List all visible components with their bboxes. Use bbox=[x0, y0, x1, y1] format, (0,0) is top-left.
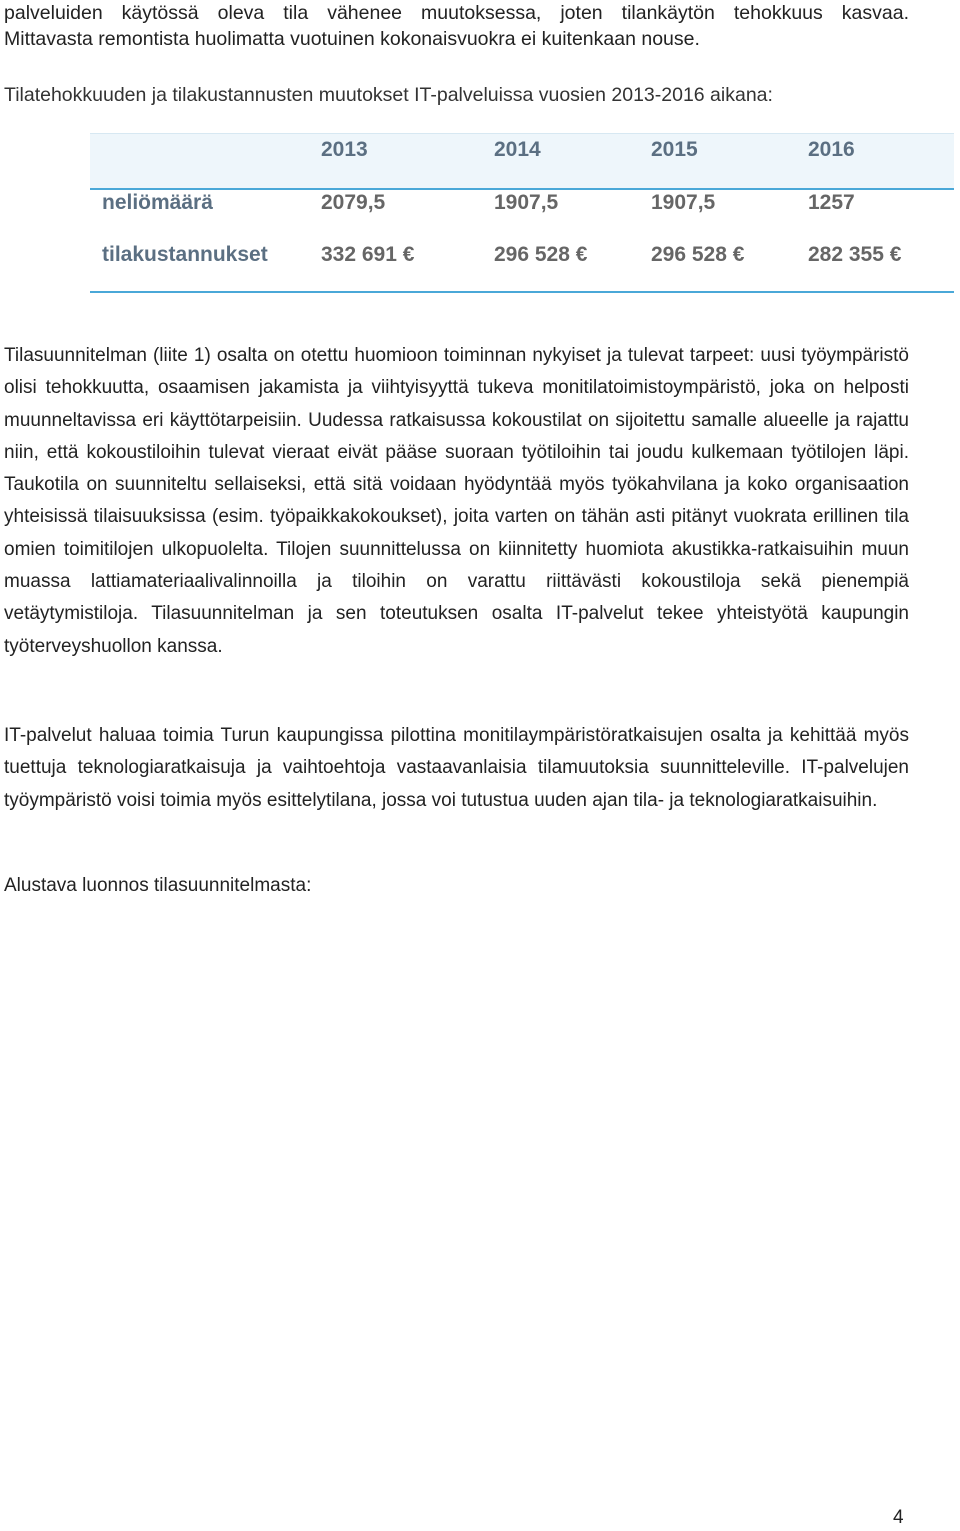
year-header: 2013 bbox=[321, 138, 368, 161]
table-cell: 2079,5 bbox=[321, 191, 386, 214]
table-caption: Tilatehokkuuden ja tilakustannusten muutokset IT-palveluissa vuosien 2013-2016 aikana: bbox=[4, 84, 773, 106]
table-cell: 332 691 € bbox=[321, 243, 415, 266]
table-cell: 296 528 € bbox=[494, 243, 588, 266]
table-cell: 282 355 € bbox=[808, 243, 902, 266]
table-cell: 1907,5 bbox=[494, 191, 559, 214]
paragraph-space-plan: Tilasuunnitelman (liite 1) osalta on otettu huomioon toiminnan nykyiset ja tulevat tarpeet: uusi työympäristö olisi tehokkuutta, osaamisen jakamista ja viihtyisyyttä tukeva monitilatoimistoympäristö, joka on helposti muunneltavissa eri käyttötarpeisiin. Uudessa ratkaisussa kokoustilat on sijoitettu samalle alueelle ja rajattu niin, että kokoustiloihin tulevat vieraat eivät pääse suoraan työtiloihin tai joudu kulkemaan työtilojen läpi. Taukotila on suunniteltu sellaiseksi, että sitä voidaan hyödyntää myös työkahvilana ja koko organisaation yhteisissä tilaisuuksissa (esim. työpaikkakokoukset), joita varten on tähän asti pitänyt vuokrata erillinen tila omien toimitilojen ulkopuolelta. Tilojen suunnittelussa on kiinnitetty huomiota akustikka-ratkaisuihin muun muassa lattiamateriaalivalinnoilla ja tiloihin on varattu riittävästi kokoustiloja sekä pienempiä vetäytymistiloja. Tilasuunnitelman ja sen toteutuksen osalta IT-palvelut tekee yhteistyötä kaupungin työterveyshuollon kanssa. bbox=[4, 345, 909, 657]
year-header: 2016 bbox=[808, 138, 855, 161]
table-cell: 296 528 € bbox=[651, 243, 745, 266]
row-label-costs: tilakustannukset bbox=[102, 243, 268, 266]
intro-line-1: palveluiden käytössä oleva tila vähenee muutoksessa, joten tilankäytön tehokkuus kasvaa. bbox=[4, 2, 909, 24]
page-number: 4 bbox=[893, 1507, 904, 1528]
intro-line-2: Mittavasta remontista huolimatta vuotuinen kokonaisvuokra ei kuitenkaan nouse. bbox=[4, 28, 700, 50]
year-header: 2014 bbox=[494, 138, 541, 161]
table-cell: 1907,5 bbox=[651, 191, 716, 214]
statistics-table bbox=[90, 133, 954, 295]
row-label-area: neliömäärä bbox=[102, 191, 213, 214]
table-cell: 1257 bbox=[808, 191, 855, 214]
year-header: 2015 bbox=[651, 138, 698, 161]
paragraph-pilot: IT-palvelut haluaa toimia Turun kaupungissa pilottina monitilaympäristöratkaisujen osalta ja kehittää myös tuettuja teknologiaratkaisuja ja vaihtoehtoja vastaavanlaisia tilamuutoksia suunnitteleville. IT-palvelujen työympäristö voisi toimia myös esittelytilana, jossa voi tutustua uuden ajan tila- ja teknologiaratkaisuihin. bbox=[4, 725, 909, 811]
paragraph-draft-label: Alustava luonnos tilasuunnitelmasta: bbox=[4, 875, 312, 896]
table-bottom-rule bbox=[90, 291, 954, 293]
